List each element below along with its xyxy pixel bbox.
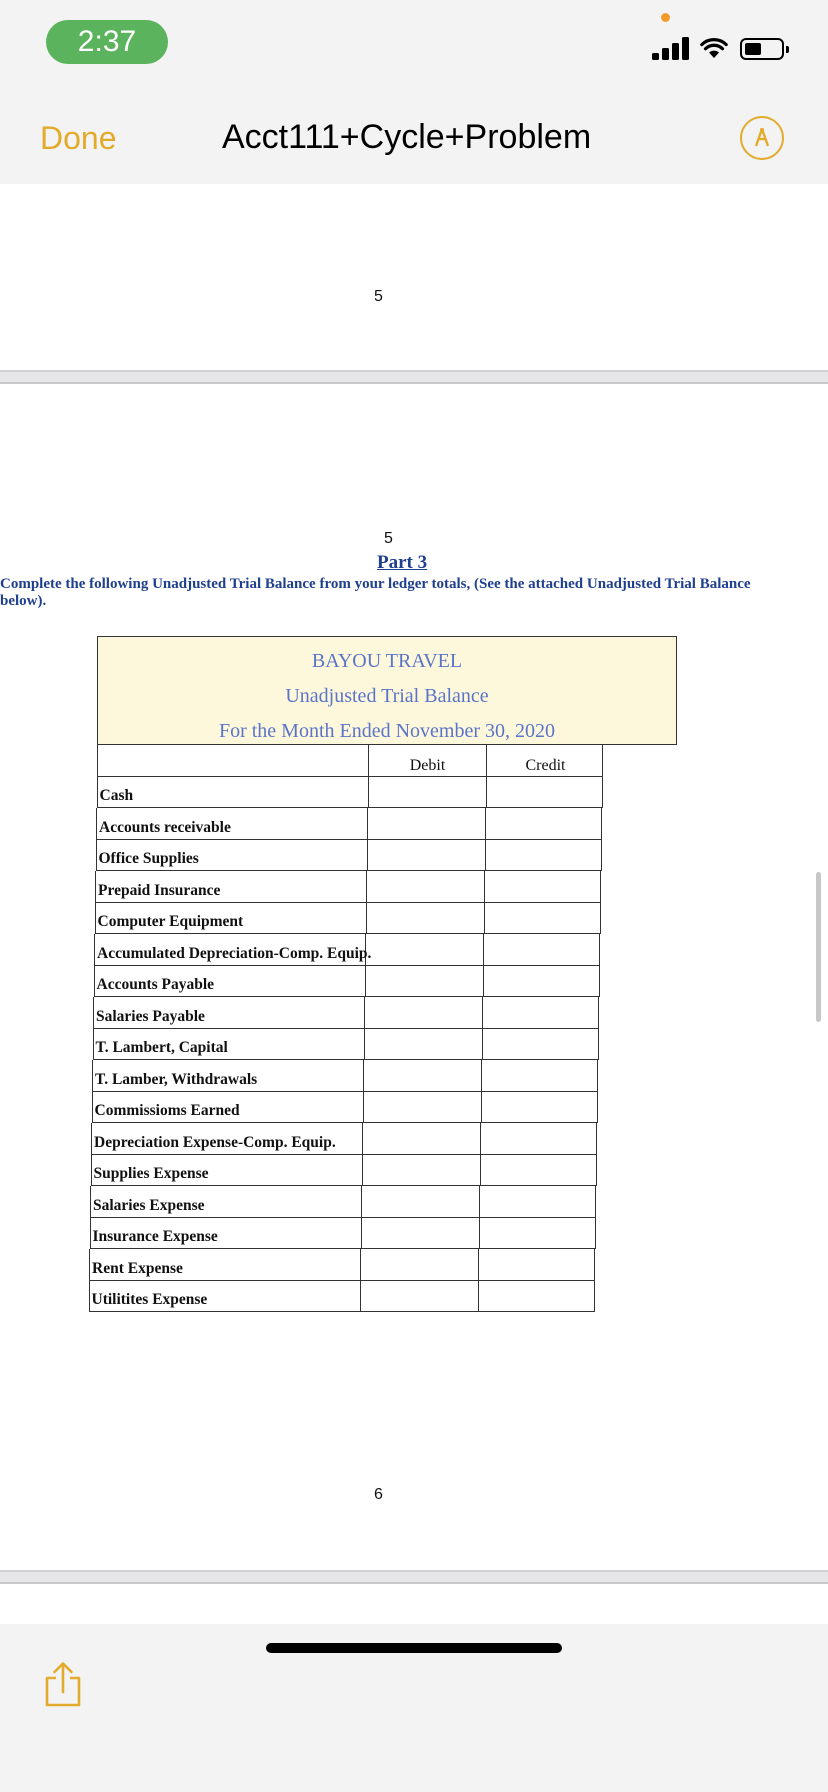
credit-cell [486,808,603,839]
account-name-cell [91,1218,362,1249]
account-name: Cash [99,787,134,804]
account-name: Office Supplies [98,850,199,867]
debit-cell [368,840,486,871]
account-name-cell [90,1249,361,1280]
debit-cell [361,1281,479,1312]
trial-balance-row [89,1281,595,1313]
account-name: Supplies Expense [93,1165,209,1182]
account-name: Salaries Expense [93,1196,205,1214]
privacy-indicator-dot [661,13,670,22]
credit-cell [479,1281,596,1312]
trial-balance-row [97,777,603,809]
account-name: Salaries Payable [96,1007,205,1025]
account-name: Insurance Expense [92,1228,218,1245]
part-title: Part 3 [377,552,428,573]
credit-label: Credit [525,757,566,774]
page-number-current: 5 [384,530,393,547]
page-number-previous: 5 [374,288,383,305]
credit-cell [480,1186,597,1217]
debit-cell [363,1123,481,1154]
trial-balance-row [90,1218,596,1250]
credit-cell [484,966,601,997]
account-name: Accounts Payable [96,976,215,993]
document-title: Acct111+Cycle+Problem [222,118,592,156]
account-name-cell [92,1123,363,1154]
credit-cell [480,1218,597,1249]
instructions-text: Complete the following Unadjusted Trial Balance from your ledger totals, (See the attached Unadjusted Trial Balance below). [0,576,751,609]
share-button[interactable] [42,1660,86,1710]
debit-cell [362,1186,480,1217]
trial-balance-row [93,1029,599,1061]
account-name-cell [98,777,369,808]
account-name-cell [97,840,368,871]
credit-cell [487,777,604,808]
account-name-cell [94,997,365,1028]
account-name-cell [90,1281,361,1312]
column-header-row [97,745,603,777]
debit-cell [361,1249,479,1280]
status-time: 2:37 [46,20,168,64]
debit-cell [364,1060,482,1091]
debit-cell [363,1155,481,1186]
status-bar [0,0,828,90]
debit-cell [366,934,484,965]
page-number-next: 6 [374,1486,383,1503]
account-name-cell [92,1155,363,1186]
debit-cell [368,808,486,839]
account-name: T. Lambert, Capital [95,1039,228,1056]
account-name: Utilitites Expense [91,1291,208,1308]
credit-cell [484,934,601,965]
credit-cell [483,1029,600,1060]
company-name: BAYOU TRAVEL [311,650,463,672]
credit-cell [483,997,600,1028]
credit-cell [482,1060,599,1091]
navigation-bar [0,90,828,184]
debit-cell [369,777,487,808]
trial-balance-row [95,903,601,935]
debit-cell [364,1092,482,1123]
account-name: Rent Expense [92,1259,183,1277]
credit-cell [485,903,602,934]
credit-cell [481,1123,598,1154]
trial-balance-row [91,1155,597,1187]
trial-balance-row [92,1092,598,1124]
credit-cell [485,871,602,902]
trial-balance-row [92,1060,598,1092]
debit-cell [362,1218,480,1249]
account-column-header [98,745,369,776]
trial-balance-row [89,1249,595,1281]
trial-balance-row [94,934,600,966]
account-name-cell [95,934,372,965]
account-name: T. Lamber, Withdrawals [95,1070,258,1088]
home-indicator[interactable] [266,1643,562,1653]
account-name: Accounts receivable [99,818,231,836]
statement-period: For the Month Ended November 30, 2020 [218,720,556,742]
cellular-signal-icon [652,36,690,60]
battery-icon [740,38,784,60]
account-name: Commissioms Earned [94,1102,240,1119]
account-name: Accumulated Depreciation-Comp. Equip. [97,944,372,962]
trial-balance-row [93,997,599,1029]
pdf-document-view[interactable] [0,184,828,1624]
credit-column-header [487,745,604,776]
credit-cell [482,1092,599,1123]
scroll-indicator[interactable] [816,872,821,1022]
page-separator [0,370,828,384]
trial-balance-row [91,1123,597,1155]
debit-cell [365,1029,483,1060]
debit-column-header [369,745,487,776]
statement-name: Unadjusted Trial Balance [285,685,489,707]
page-separator [0,1570,828,1584]
trial-balance-row [94,966,600,998]
account-name: Depreciation Expense-Comp. Equip. [94,1133,336,1151]
debit-cell [366,966,484,997]
debit-label: Debit [409,757,446,774]
account-name: Prepaid Insurance [98,881,221,899]
account-name-cell [93,1060,364,1091]
account-name-cell [94,1029,365,1060]
debit-cell [365,997,483,1028]
debit-cell [367,871,485,902]
account-name: Computer Equipment [97,913,244,930]
account-name-cell [96,871,367,902]
debit-cell [367,903,485,934]
markup-button[interactable] [740,116,784,160]
account-name-cell [91,1186,362,1217]
credit-cell [479,1249,596,1280]
trial-balance-row [96,808,602,840]
markup-pen-icon [750,126,774,150]
account-name-cell [97,808,368,839]
trial-balance-row [95,871,601,903]
wifi-icon [700,36,728,60]
credit-cell [486,840,603,871]
trial-balance-row [96,840,602,872]
trial-balance-row [90,1186,596,1218]
account-name-cell [93,1092,364,1123]
trial-balance-header [97,636,677,745]
credit-cell [481,1155,598,1186]
account-name-cell [96,903,367,934]
share-icon [42,1660,86,1710]
account-name-cell [95,966,366,997]
done-button[interactable]: Done [40,120,117,156]
